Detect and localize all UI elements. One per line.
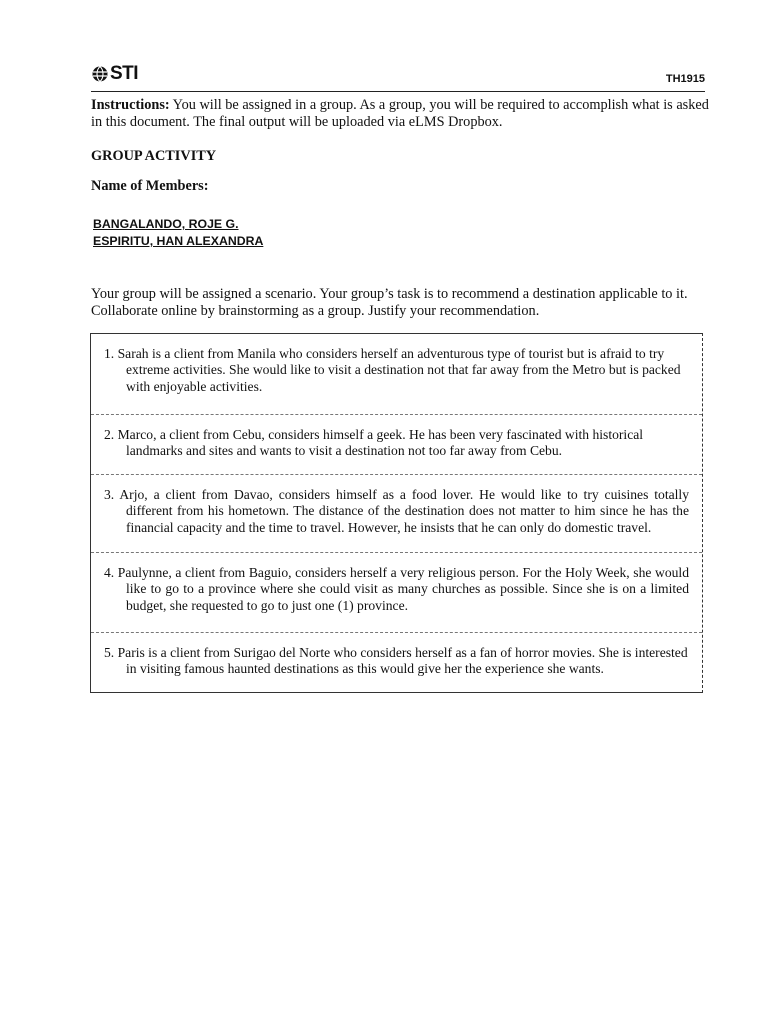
- scenario-text: 4. Paulynne, a client from Baguio, considers herself a very religious person. For the Holy Week, she would like to go to a province where she could visit as many churches as possible. Since she is on a limited budget, she requested to go to just one (1) province.: [104, 565, 689, 613]
- logo-text: STI: [110, 63, 139, 84]
- task-description: Your group will be assigned a scenario. Your group’s task is to recommend a destination applicable to it. Collaborate online by brainstorming as a group. Justify your recommendation.: [91, 286, 688, 319]
- members-list: [93, 216, 263, 250]
- scenario-row: [91, 474, 702, 552]
- document-code: TH1915: [665, 73, 705, 85]
- group-activity-title: GROUP ACTIVITY: [91, 148, 217, 164]
- scenario-text: 1. Sarah is a client from Manila who considers herself an adventurous type of tourist but is afraid to try extreme activities. She would like to visit a destination not that far away from the Metro but is packed with enjoyable activities.: [104, 346, 681, 394]
- header-divider: [91, 91, 705, 92]
- scenario-text: 3. Arjo, a client from Davao, considers himself as a food lover. He would like to try cuisines totally different from his hometown. The distance of the destination does not matter to him since he has the financial capacity and the time to travel. However, he insists that he can only do domestic travel.: [104, 487, 689, 535]
- instructions-text: You will be assigned in a group. As a group, you will be required to accomplish what is asked in this document. The final output will be uploaded via eLMS Dropbox.: [91, 97, 709, 130]
- instructions-label: Instructions:: [91, 97, 170, 113]
- scenario-row: [91, 632, 702, 692]
- scenario-table: [90, 333, 703, 693]
- globe-icon: [91, 65, 109, 83]
- member-name: BANGALANDO, ROJE G.: [93, 217, 239, 231]
- members-label: Name of Members:: [91, 178, 209, 194]
- scenario-text: 2. Marco, a client from Cebu, considers himself a geek. He has been very fascinated with historical landmarks and sites and wants to visit a destination not too far away from Cebu.: [104, 427, 644, 459]
- scenario-row: [91, 334, 702, 414]
- instructions-paragraph: [91, 97, 711, 131]
- page-header: [91, 62, 705, 86]
- scenario-row: [91, 552, 702, 632]
- scenario-text: 5. Paris is a client from Surigao del Norte who considers herself as a fan of horror movies. She is interested in visiting famous haunted destinations as this would give her the experience she wants.: [104, 645, 688, 677]
- sti-logo: [91, 62, 138, 86]
- member-name: ESPIRITU, HAN ALEXANDRA: [93, 234, 264, 248]
- scenario-row: [91, 414, 702, 474]
